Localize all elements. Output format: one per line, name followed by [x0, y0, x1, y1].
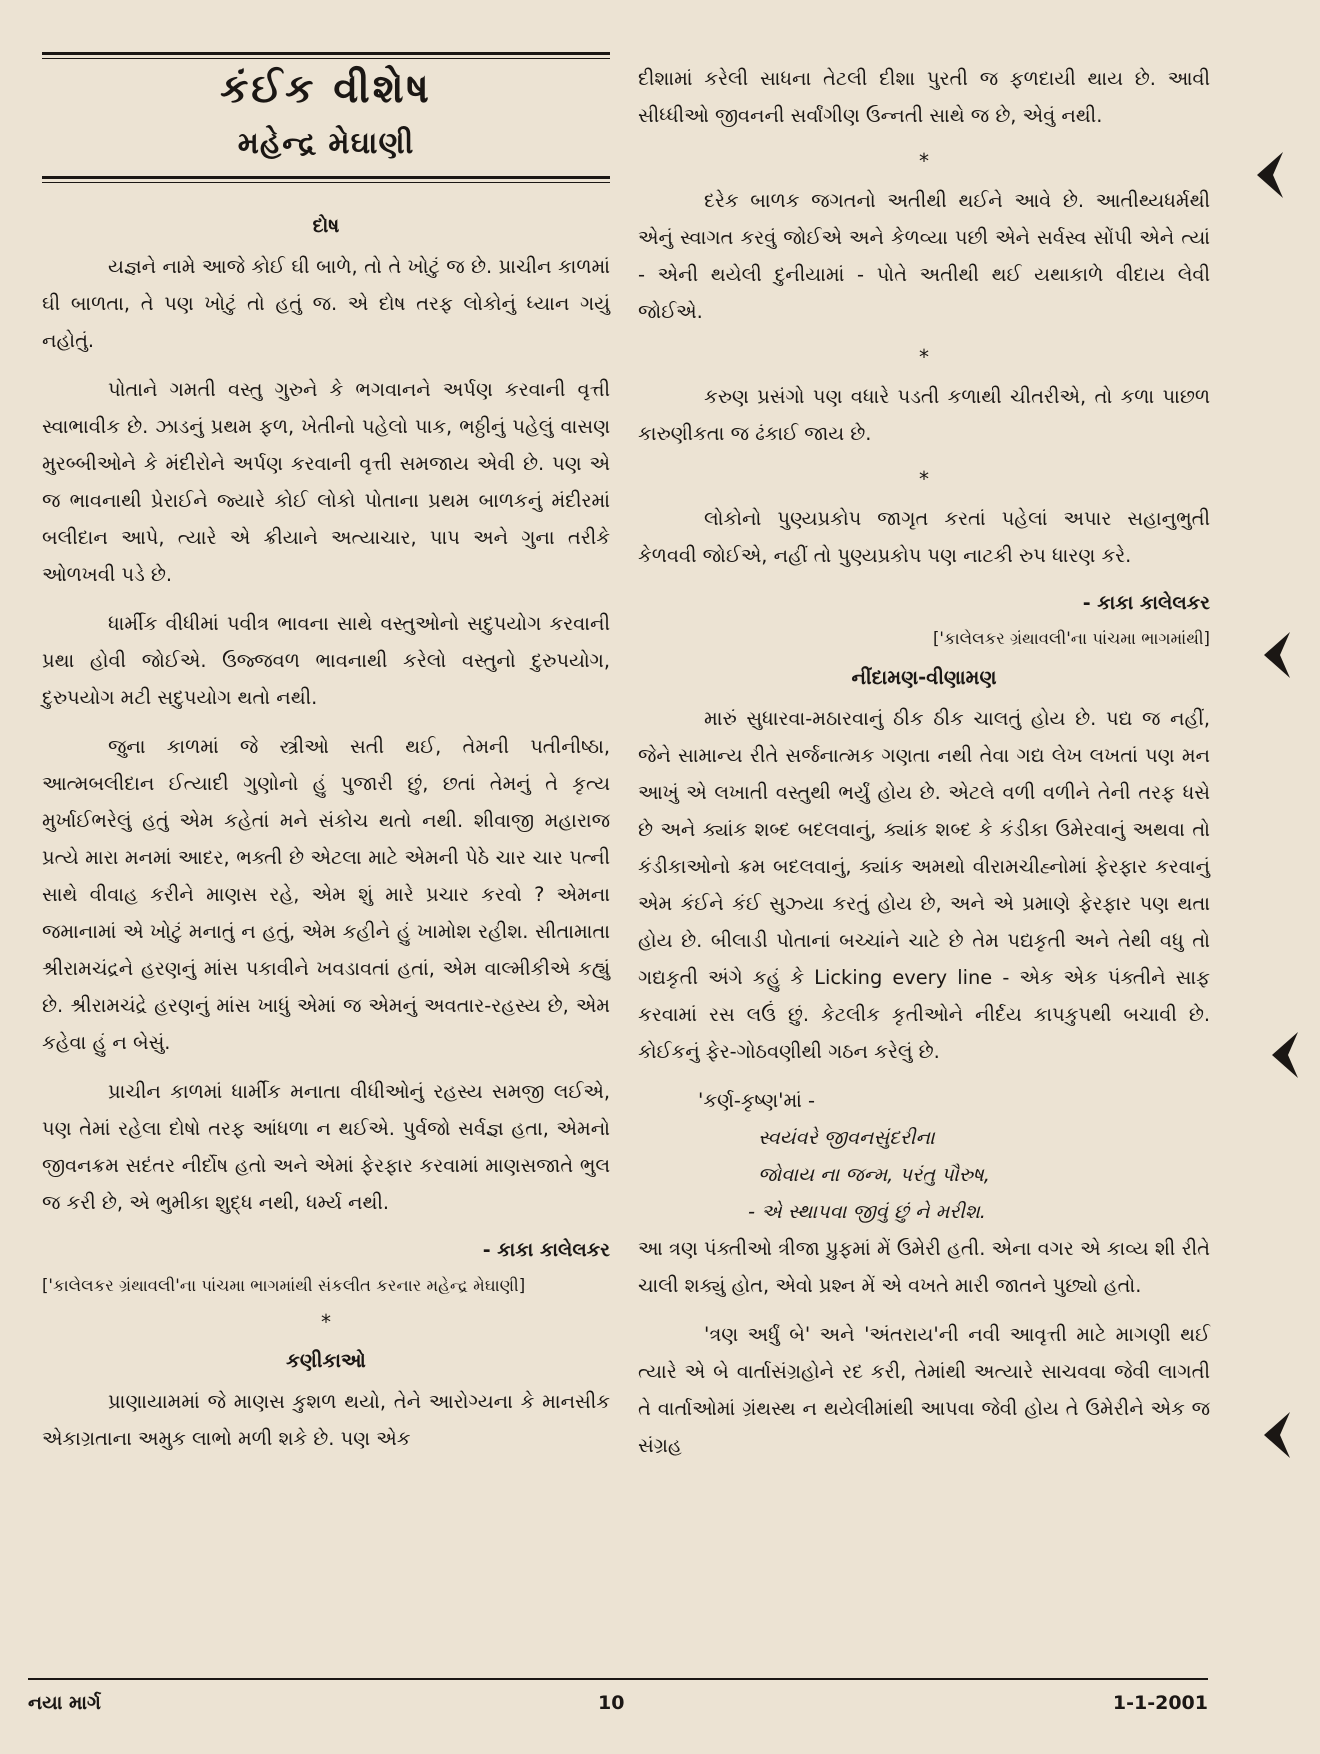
- bottom-thick-rule: [42, 176, 610, 179]
- page-title: કંઈક વીશેષ: [220, 66, 432, 112]
- right-column: [638, 60, 1210, 1476]
- section-heading-nindaman: નીંદામણ-વીણામણ: [851, 666, 997, 689]
- bottom-thin-rule: [42, 182, 610, 183]
- page-tear-mark: [1255, 150, 1285, 200]
- separator-star: *: [919, 345, 929, 369]
- footer-rule: [28, 1678, 1208, 1680]
- paragraph: આ ત્રણ પંક્તીઓ ત્રીજા પ્રુફમાં મેં ઉમેરી હતી. એના વગર એ કાવ્ય શી રીતે ચાલી શક્યું હોત, એવો પ્રશ્ન મેં એ વખતે મારી જાતને પુછ્યો હતો.: [638, 1237, 1210, 1297]
- section-heading-kanikao: કણીકાઓ: [286, 1349, 366, 1372]
- paragraph: લોકોનો પુણ્યપ્રકોપ જાગૃત કરતાં પહેલાં અપાર સહાનુભુતી કેળવવી જોઈએ, નહીં તો પુણ્યપ્રકોપ પણ નાટકી રુપ ધારણ કરે.: [638, 507, 1210, 567]
- left-column: [42, 208, 610, 1469]
- paragraph: જુના કાળમાં જે સ્ત્રીઓ સતી થઈ, તેમની પતીનીષ્ઠા, આત્મબલીદાન ઈત્યાદી ગુણોનો હું પુજારી છું, છતાં તેમનું તે કૃત્ય મુર્ખાઈભરેલું હતું એમ કહેતાં મને સંકોચ થતો નથી. શીવાજી મહારાજ પ્રત્યે મારા મનમાં આદર, ભક્તી છે એટલા માટે એમની પેઠે ચાર ચાર પત્ની સાથે વીવાહ કરીને માણસ રહે, એમ શું મારે પ્રચાર કરવો ? એમના જમાનામાં એ ખોટું મનાતું ન હતું, એમ કહીને હું ખામોશ રહીશ. સીતામાતા શ્રીરામચંદ્રને હરણનું માંસ પકાવીને ખવડાવતાં હતાં, એમ વાલ્મીકીએ કહ્યું છે. શ્રીરામચંદ્રે હરણનું માંસ ખાધું એમાં જ એમનું અવતાર-રહસ્ય છે, એમ કહેવા હું ન બેસું.: [42, 735, 610, 1054]
- quote-intro: 'કર્ણ-કૃષ્ણ'માં -: [698, 1089, 816, 1112]
- author-name: મહેન્દ્ર મેઘાણી: [237, 126, 415, 161]
- verse-line: સ્વયંવરે જીવનસુંદરીના: [758, 1126, 935, 1149]
- page-tear-mark: [1262, 1410, 1292, 1460]
- magazine-name: નયા માર્ગ: [28, 1692, 101, 1714]
- verse-line: જોવાય ના જન્મ, પરંતુ પૌરુષ,: [758, 1163, 990, 1186]
- paragraph: કરુણ પ્રસંગો પણ વધારે પડતી કળાથી ચીતરીએ, તો કળા પાછળ કારુણીકતા જ ઢંકાઈ જાય છે.: [638, 385, 1210, 445]
- source-note: ['કાલેલકર ગ્રંથાવલી'ના પાંચમા ભાગમાંથી]: [932, 629, 1210, 648]
- issue-date: 1-1-2001: [1112, 1692, 1208, 1714]
- paragraph: પોતાને ગમતી વસ્તુ ગુરુને કે ભગવાનને અર્પણ કરવાની વૃત્તી સ્વાભાવીક છે. ઝાડનું પ્રથમ ફળ, ખેતીનો પહેલો પાક, ભઠ્ઠીનું પહેલું વાસણ મુરબ્બીઓને કે મંદીરોને અર્પણ કરવાની વૃત્તી સમજાય એવી છે. પણ એ જ ભાવનાથી પ્રેરાઈને જ્યારે કોઈ લોકો પોતાના પ્રથમ બાળકનું મંદીરમાં બલીદાન આપે, ત્યારે એ ક્રીયાને અત્યાચાર, પાપ અને ગુના તરીકે ઓળખવી પડે છે.: [42, 378, 610, 586]
- separator-star: *: [919, 149, 929, 173]
- paragraph: દરેક બાળક જગતનો અતીથી થઈને આવે છે. આતીથ્યધર્મથી એનું સ્વાગત કરવું જોઈએ અને કેળવ્યા પછી એને સર્વસ્વ સોંપી એને ત્યાં - એની થયેલી દુનીયામાં - પોતે અતીથી થઈ યથાકાળે વીદાય લેવી જોઈએ.: [638, 189, 1210, 323]
- separator-star: *: [919, 467, 929, 491]
- paragraph: 'ત્રણ અર્ધું બે' અને 'અંતરાય'ની નવી આવૃત્તી માટે માગણી થઈ ત્યારે એ બે વાર્તાસંગ્રહોને રદ કરી, તેમાંથી અત્યારે સાચવવા જેવી લાગતી તે વાર્તાઓમાં ગ્રંથસ્થ ન થયેલીમાંથી આપવા જેવી હોય તે ઉમેરીને એક જ સંગ્રહ: [638, 1323, 1210, 1457]
- paragraph: પ્રાચીન કાળમાં ધાર્મીક મનાતા વીધીઓનું રહસ્ય સમજી લઈએ, પણ તેમાં રહેલા દોષો તરફ આંધળા ન થઈએ. પુર્વજો સર્વજ્ઞ હતા, એમનો જીવનક્રમ સદંતર નીર્દોષ હતો અને એમાં ફેરફાર કરવામાં માણસજાતે ભુલ જ કરી છે, એ ભુમીકા શુદ્ધ નથી, ધર્મ્ય નથી.: [42, 1080, 610, 1214]
- source-note: ['કાલેલકર ગ્રંથાવલી'ના પાંચમા ભાગમાંથી સંકલીત કરનાર મહેન્દ્ર મેઘાણી]: [42, 1276, 526, 1295]
- verse-line: - એ સ્થાપવા જીવું છું ને મરીશ.: [748, 1200, 986, 1223]
- page-tear-mark: [1262, 630, 1292, 680]
- section-heading-dosh: દોષ: [312, 214, 340, 237]
- paragraph: પ્રાણાયામમાં જે માણસ કુશળ થયો, તેને આરોગ્યના કે માનસીક એકાગ્રતાના અમુક લાભો મળી શકે છે. પણ એક: [42, 1390, 610, 1450]
- section-separator-star: *: [321, 1310, 331, 1334]
- title-block: [42, 62, 610, 164]
- paragraph: દીશામાં કરેલી સાધના તેટલી દીશા પુરતી જ ફળદાયી થાય છે. આવી સીધ્ધીઓ જીવનની સર્વાંગીણ ઉન્નતી સાથે જ છે, એવું નથી.: [638, 67, 1210, 127]
- paragraph: ધાર્મીક વીધીમાં પવીત્ર ભાવના સાથે વસ્તુઓનો સદુપયોગ કરવાની પ્રથા હોવી જોઈએ. ઉજ્જવળ ભાવનાથી કરેલો વસ્તુનો દુરુપયોગ, દુરુપયોગ મટી સદુપયોગ થતો નથી.: [42, 612, 610, 709]
- top-thick-rule: [42, 52, 610, 55]
- paragraph: યજ્ઞને નામે આજે કોઈ ઘી બાળે, તો તે ખોટું જ છે. પ્રાચીન કાળમાં ઘી બાળતા, તે પણ ખોટું તો હતું જ. એ દોષ તરફ લોકોનું ધ્યાન ગયું નહોતું.: [42, 255, 610, 352]
- page-number: 10: [598, 1692, 625, 1714]
- author-signature: - કાકા કાલેલકર: [482, 1239, 610, 1261]
- paragraph: મારું સુધારવા-મઠારવાનું ઠીક ઠીક ચાલતું હોય છે. પદ્ય જ નહીં, જેને સામાન્ય રીતે સર્જનાત્મક ગણતા નથી તેવા ગદ્ય લેખ લખતાં પણ મન આખું એ લખાતી વસ્તુથી ભર્યું હોય છે. એટલે વળી વળીને તેની તરફ ધસે છે અને ક્યાંક શબ્દ બદલવાનું, ક્યાંક શબ્દ કે કંડીકા ઉમેરવાનું અથવા તો કંડીકાઓનો ક્રમ બદલવાનું, ક્યાંક અમથો વીરામચીહ્નોમાં ફેરફાર કરવાનું એમ કંઈને કંઈ સુઝ્યા કરતું હોય છે, અને એ પ્રમાણે ફેરફાર પણ થતા હોય છે. બીલાડી પોતાનાં બચ્ચાંને ચાટે છે તેમ પદ્યકૃતી અને તેથી વધુ તો ગદ્યકૃતી અંગે કહું કે Licking every line - એક એક પંક્તીને સાફ કરવામાં રસ લઉં છું. કેટલીક કૃતીઓને નીર્દય કાપકુપથી બચાવી છે. કોઈકનું ફેર-ગોઠવણીથી ગઠન કરેલું છે.: [638, 707, 1210, 1063]
- top-thin-rule: [42, 58, 610, 59]
- page-tear-mark: [1270, 1030, 1300, 1080]
- author-signature: - કાકા કાલેલકર: [1082, 592, 1210, 614]
